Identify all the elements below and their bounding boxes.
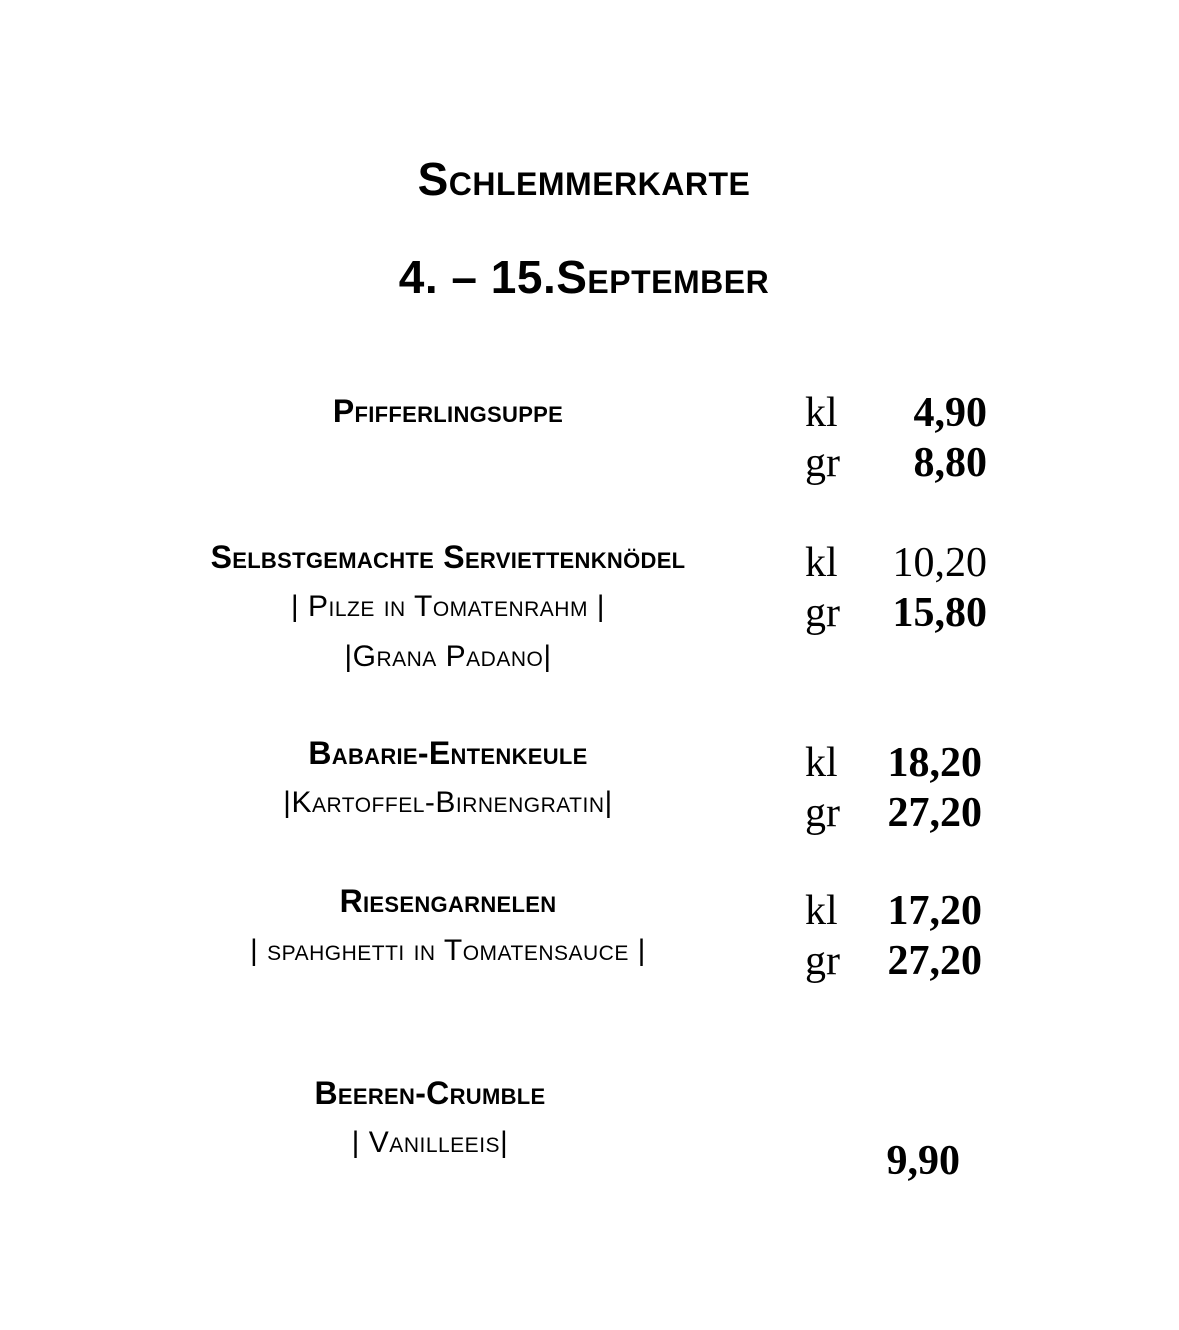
dish-name: Selbstgemachte Serviettenknödel [210, 539, 686, 575]
price: 27,20 [887, 790, 982, 836]
size-label: gr [805, 938, 840, 984]
price: 8,80 [913, 440, 987, 486]
dish-name: Beeren-Crumble [314, 1075, 546, 1111]
size-label: gr [805, 790, 840, 836]
dish-item [148, 532, 748, 682]
dish-item [148, 386, 748, 436]
dish-detail: | spahghetti in Tomatensauce | [250, 934, 646, 967]
dish-item [130, 1068, 730, 1168]
size-label: kl [805, 390, 838, 436]
dish-name: Riesengarnelen [339, 883, 557, 919]
price: 4,90 [913, 390, 987, 436]
dish-item [148, 876, 748, 976]
size-label: kl [805, 540, 838, 586]
price: 9,90 [886, 1138, 960, 1184]
size-label: kl [805, 740, 838, 786]
date-range: 4. – 15.September [398, 251, 770, 303]
size-label: gr [805, 590, 840, 636]
dish-detail: |Grana Padano| [344, 640, 552, 673]
price: 17,20 [887, 888, 982, 934]
dish-name: Pfifferlingsuppe [332, 393, 564, 429]
dish-detail: |Kartoffel-Birnengratin| [283, 786, 613, 819]
price: 18,20 [887, 740, 982, 786]
size-label: kl [805, 888, 838, 934]
size-label: gr [805, 440, 840, 486]
menu-title: Schlemmerkarte [417, 153, 751, 205]
price: 27,20 [887, 938, 982, 984]
dish-detail: | Pilze in Tomatenrahm | [290, 590, 606, 623]
dish-detail: | Vanilleeis| [351, 1126, 509, 1159]
dish-item [148, 728, 748, 828]
dish-name: Babarie-Entenkeule [308, 735, 588, 771]
price: 10,20 [892, 540, 987, 586]
price: 15,80 [892, 590, 987, 636]
